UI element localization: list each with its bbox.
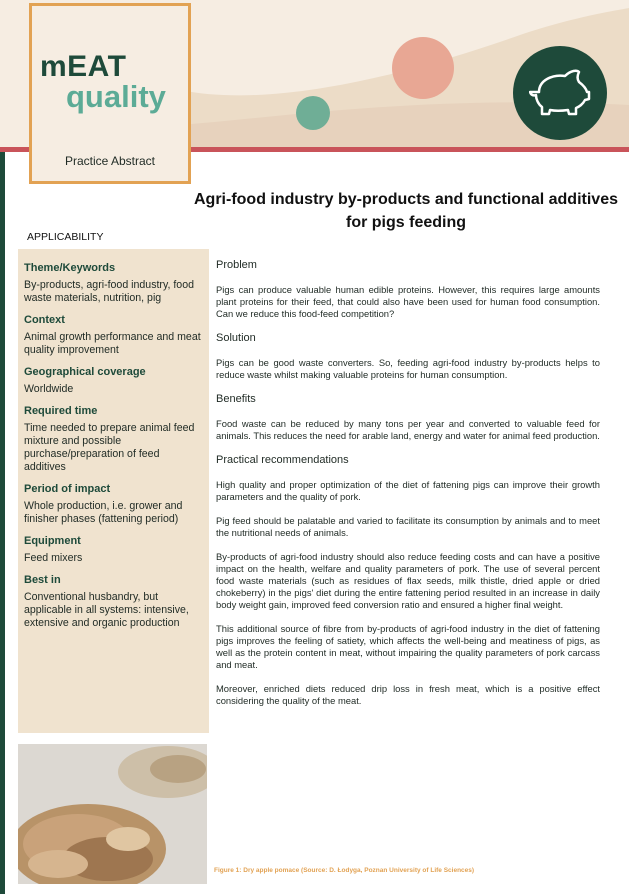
logo-quality-text: quality <box>66 79 166 114</box>
decor-circle-pink <box>392 37 454 99</box>
problem-text: Pigs can produce valuable human edible proteins. However, this requires large amounts plant proteins for their feed, that could also have been used for human food consumption. Can we reduce this food-feed competition? <box>216 284 600 319</box>
sidebar-value: Worldwide <box>24 383 74 395</box>
pig-badge <box>513 46 607 140</box>
applicability-label: APPLICABILITY <box>27 231 104 243</box>
sidebar-heading: Required time <box>24 405 98 417</box>
problem-heading: Problem <box>216 259 257 271</box>
sidebar-value: Time needed to prepare animal feed mixture and possible purchase/preparation of feed additives <box>24 422 195 473</box>
pomace-image <box>18 744 207 884</box>
sidebar-heading: Context <box>24 314 65 326</box>
practice-abstract-label: Practice Abstract <box>64 154 156 168</box>
logo-card <box>29 3 191 184</box>
sidebar-value: By-products, agri-food industry, food waste materials, nutrition, pig <box>24 279 194 304</box>
recommendation-paragraph: This additional source of fibre from by-products of agri-food industry in the diet of fattening pigs improves the feeling of satiety, which affects the well-being and meatiness of pigs, as well as the protein content in meat, without impairing the quality parameters of pork carcass and meat. <box>216 623 600 670</box>
recommendation-paragraph: Moreover, enriched diets reduced drip loss in fresh meat, which is a positive effect considering the quality of the meat. <box>216 683 600 706</box>
sidebar-value: Whole production, i.e. grower and finisher phases (fattening period) <box>24 500 183 525</box>
page-title: Agri-food industry by-products and functional additives for pigs feeding <box>193 191 618 231</box>
recommendation-paragraph: Pig feed should be palatable and varied to facilitate its consumption by animals and to meet the nutritional needs of animals. <box>216 515 600 538</box>
recommendation-paragraph: By-products of agri-food industry should also reduce feeding costs and can have a positive impact on the health, welfare and quality parameters of pork. The use of several percent food waste materials (such as residues of flax seeds, milk thistle, dried apple or dried chokeberry) in the pigs' diet during the entire fattening period resulted in an increase in daily body weight gain, improved feed conversion ratio and ensured a higher final weight. <box>216 551 600 610</box>
sidebar-heading: Geographical coverage <box>24 366 146 378</box>
logo-meat-text: mEAT <box>40 50 127 83</box>
pig-icon <box>529 68 591 118</box>
applicability-sidebar <box>18 249 209 733</box>
recommendation-paragraph: High quality and proper optimization of the diet of fattening pigs can improve their growth parameters and the quality of pork. <box>216 479 600 502</box>
sidebar-heading: Period of impact <box>24 483 111 495</box>
solution-heading: Solution <box>216 332 256 344</box>
apple-pomace-photo <box>18 744 207 884</box>
sidebar-heading: Best in <box>24 574 61 586</box>
main-content <box>216 259 600 719</box>
solution-text: Pigs can be good waste converters. So, feeding agri-food industry by-products helps to reduce waste whilst making valuable proteins for human consumption. <box>216 357 600 380</box>
recommendations-heading: Practical recommendations <box>216 454 349 466</box>
sidebar-value: Conventional husbandry, but applicable in all systems: intensive, extensive and organic production <box>24 591 189 629</box>
decor-circle-green <box>296 96 330 130</box>
page-edge-bar <box>0 152 5 894</box>
sidebar-value: Animal growth performance and meat quality improvement <box>24 331 201 356</box>
sidebar-heading: Theme/Keywords <box>24 262 116 274</box>
sidebar-heading: Equipment <box>24 535 81 547</box>
sidebar-value: Feed mixers <box>24 552 83 564</box>
benefits-text: Food waste can be reduced by many tons per year and converted to valuable feed for animals. This reduces the need for arable land, energy and water for animal feed production. <box>216 418 600 441</box>
benefits-heading: Benefits <box>216 393 256 405</box>
figure-caption: Figure 1: Dry apple pomace (Source: D. Łodyga, Poznan University of Life Sciences) <box>214 867 475 874</box>
